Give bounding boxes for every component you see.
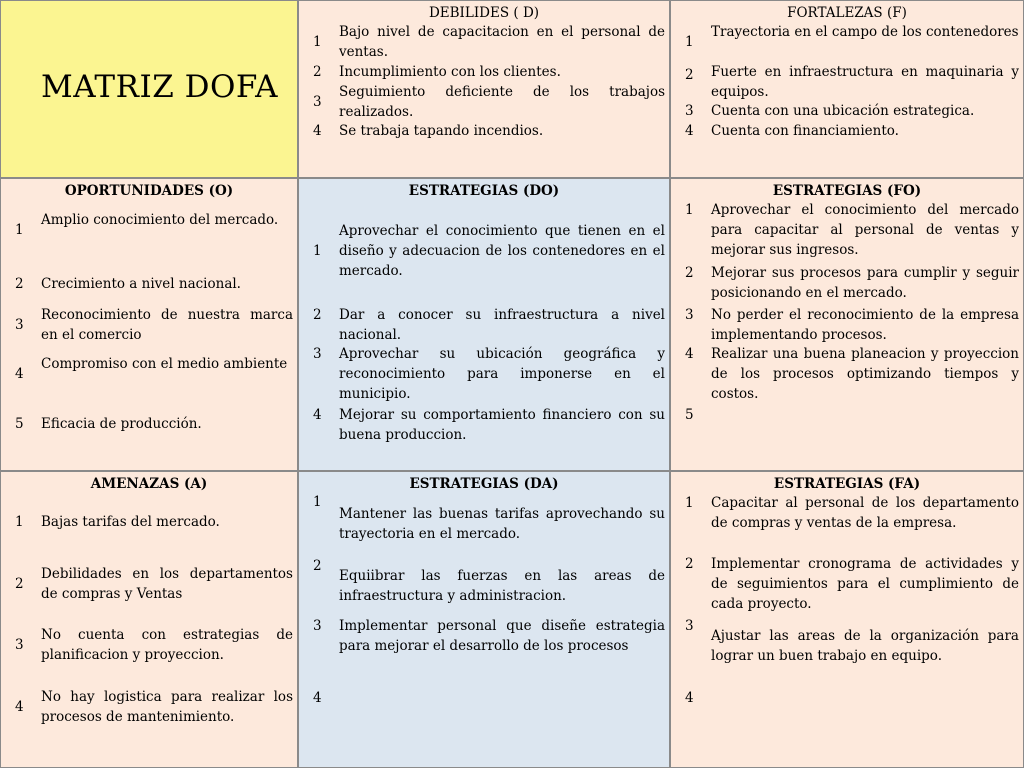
item-number: 4 [685,690,694,706]
item-number: 4 [15,699,24,715]
item-number: 2 [685,556,694,572]
estrategias-fa-cell [670,471,1024,768]
item-number: 1 [685,202,694,218]
title-cell [0,0,298,178]
item-text: Equiibrar las fuerzas en las areas de infraestructura y administracion. [339,568,665,604]
item-number: 2 [313,64,322,80]
amenazas-cell [0,471,298,768]
amenazas-header: AMENAZAS (A) [90,476,208,492]
item-number: 1 [15,514,24,530]
item-number: 3 [685,618,694,634]
item-text: Bajas tarifas del mercado. [41,514,220,530]
page-title: MATRIZ DOFA [41,69,279,105]
item-number: 1 [313,243,322,259]
item-number: 2 [313,558,322,574]
item-number: 3 [685,103,694,119]
fortalezas-cell [670,0,1024,178]
item-number: 4 [685,346,694,362]
item-number: 2 [15,276,24,292]
item-text: Capacitar al personal de los departamento de compras y ventas de la empresa. [711,495,1019,531]
item-number: 1 [15,222,24,238]
item-text: Implementar personal que diseñe estrategia para mejorar el desarrollo de los procesos [339,618,665,654]
item-text: Seguimiento deficiente de los trabajos realizados. [339,84,665,120]
item-number: 3 [313,94,322,110]
estrategias-da-cell [298,471,670,768]
item-text: Trayectoria en el campo de los contenedores [711,24,1019,40]
estrategias-da-header: ESTRATEGIAS (DA) [409,476,559,492]
estrategias-fo-cell [670,178,1024,471]
item-text: Debilidades en los departamentos de compras y Ventas [41,566,293,602]
item-text: Crecimiento a nivel nacional. [41,276,241,292]
item-number: 3 [15,637,24,653]
item-number: 4 [313,690,322,706]
item-number: 3 [15,317,24,333]
debilidades-cell [298,0,670,178]
oportunidades-header: OPORTUNIDADES (O) [64,183,234,199]
item-number: 5 [685,407,694,423]
item-text: Incumplimiento con los clientes. [339,64,561,80]
item-text: Cuenta con financiamiento. [711,123,899,139]
item-number: 1 [685,495,694,511]
item-text: No perder el reconocimiento de la empresa implementando procesos. [711,307,1019,343]
item-number: 3 [313,618,322,634]
oportunidades-cell [0,178,298,471]
estrategias-fa-header: ESTRATEGIAS (FA) [773,476,921,492]
estrategias-do-cell [298,178,670,471]
item-text: Reconocimiento de nuestra marca en el comercio [41,307,293,343]
item-text: Ajustar las areas de la organización para lograr un buen trabajo en equipo. [711,628,1019,664]
item-number: 1 [685,34,694,50]
item-text: Mejorar su comportamiento financiero con su buena produccion. [339,407,665,443]
item-text: Aprovechar el conocimiento del mercado para capacitar al personal de ventas y mejorar sus ingresos. [711,202,1019,258]
item-text: Cuenta con una ubicación estrategica. [711,103,975,119]
item-number: 4 [313,407,322,423]
item-text: Eficacia de producción. [41,416,202,432]
item-text: Bajo nivel de capacitacion en el personal de ventas. [339,24,665,60]
item-text: Fuerte en infraestructura en maquinaria y equipos. [711,64,1019,100]
item-number: 2 [685,67,694,83]
item-text: Compromiso con el medio ambiente [41,356,288,372]
item-number: 4 [313,123,322,139]
item-number: 1 [313,34,322,50]
item-text: No cuenta con estrategias de planificacion y proyeccion. [41,627,293,663]
item-number: 3 [313,346,322,362]
item-text: Aprovechar su ubicación geográfica y reconocimiento para imponerse en el municipio. [339,346,665,402]
item-text: Amplio conocimiento del mercado. [41,212,279,228]
item-number: 4 [15,366,24,382]
item-text: Mejorar sus procesos para cumplir y seguir posicionando en el mercado. [711,265,1019,301]
item-text: Implementar cronograma de actividades y de seguimientos para el cumplimiento de cada proyecto. [711,556,1019,612]
debilidades-header: DEBILIDES ( D) [428,5,540,21]
item-number: 2 [685,265,694,281]
item-text: Dar a conocer su infraestructura a nivel nacional. [339,307,665,343]
item-text: Mantener las buenas tarifas aprovechando su trayectoria en el mercado. [339,506,665,542]
estrategias-fo-header: ESTRATEGIAS (FO) [772,183,922,199]
item-text: Se trabaja tapando incendios. [339,123,544,139]
item-number: 2 [313,307,322,323]
estrategias-do-header: ESTRATEGIAS (DO) [408,183,560,199]
item-number: 3 [685,307,694,323]
item-number: 1 [313,494,322,510]
item-text: Realizar una buena planeacion y proyeccion de los procesos optimizando tiempos y costos. [711,346,1019,402]
item-text: Aprovechar el conocimiento que tienen en el diseño y adecuacion de los contenedores en el mercado. [339,223,665,279]
item-text: No hay logistica para realizar los procesos de mantenimiento. [41,689,293,725]
fortalezas-header: FORTALEZAS (F) [787,5,907,21]
item-number: 4 [685,123,694,139]
item-number: 5 [15,416,24,432]
item-number: 2 [15,576,24,592]
